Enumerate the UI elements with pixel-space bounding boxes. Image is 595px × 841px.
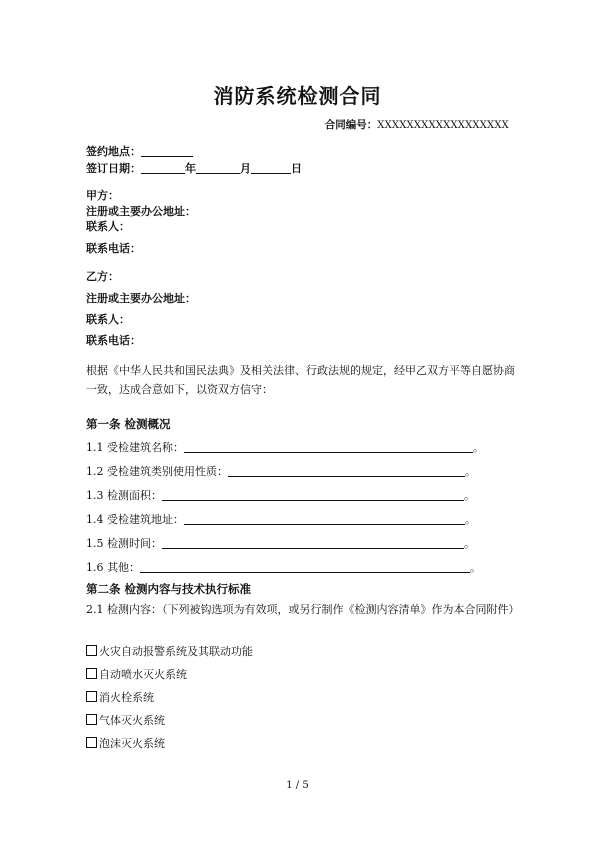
period: 。 bbox=[464, 537, 475, 550]
period: 。 bbox=[473, 441, 484, 454]
article1-item-4 bbox=[86, 511, 476, 527]
item-blank[interactable] bbox=[184, 441, 473, 453]
article1-item-5 bbox=[86, 535, 475, 551]
item-blank[interactable] bbox=[184, 513, 465, 525]
check-label: 泡沫灭火系统 bbox=[99, 737, 165, 750]
party-b-contact: 联系人： bbox=[86, 313, 130, 326]
item-label: 1.5 检测时间： bbox=[86, 537, 162, 550]
month-label: 月 bbox=[240, 162, 251, 175]
page-number: 1 / 5 bbox=[286, 780, 309, 791]
article2-item-1: 2.1 检测内容：（下列被钩选项为有效项，或另行制作《检测内容清单》作为本合同附件） bbox=[86, 603, 520, 616]
article2-heading: 第二条 检测内容与技术执行标准 bbox=[86, 582, 252, 596]
signing-place-blank[interactable] bbox=[141, 145, 193, 157]
item-blank[interactable] bbox=[140, 561, 470, 573]
item-label: 1.4 受检建筑地址： bbox=[86, 513, 184, 526]
party-a-title: 甲方： bbox=[86, 189, 119, 202]
check-label: 火灾自动报警系统及其联动功能 bbox=[99, 645, 253, 658]
article1-heading: 第一条 检测概况 bbox=[86, 417, 171, 431]
article1-item-6 bbox=[86, 559, 481, 575]
check-label: 消火栓系统 bbox=[99, 691, 154, 704]
party-b-phone: 联系电话： bbox=[86, 334, 141, 347]
contract-number bbox=[325, 117, 509, 132]
period: 。 bbox=[465, 465, 476, 478]
contract-number-label: 合同编号： bbox=[324, 119, 378, 131]
item-label: 1.2 受检建筑类别使用性质： bbox=[86, 465, 228, 478]
checkbox[interactable] bbox=[86, 668, 97, 679]
checkbox[interactable] bbox=[86, 691, 97, 702]
day-blank[interactable] bbox=[251, 162, 291, 174]
check-item-foam[interactable] bbox=[86, 735, 165, 751]
party-a-contact: 联系人： bbox=[86, 220, 130, 233]
article1-item-3 bbox=[86, 487, 475, 503]
check-label: 气体灭火系统 bbox=[99, 714, 165, 727]
item-blank[interactable] bbox=[228, 465, 465, 477]
checkbox[interactable] bbox=[86, 737, 97, 748]
check-item-fire-alarm[interactable] bbox=[86, 643, 253, 659]
year-label: 年 bbox=[185, 162, 196, 175]
item-label: 1.1 受检建筑名称： bbox=[86, 441, 184, 454]
contract-title: 消防系统检测合同 bbox=[213, 84, 382, 108]
party-b-title: 乙方： bbox=[86, 270, 119, 283]
item-label: 1.6 其他： bbox=[86, 561, 140, 574]
day-label: 日 bbox=[291, 162, 302, 175]
check-label: 自动喷水灭火系统 bbox=[99, 668, 187, 681]
check-item-gas[interactable] bbox=[86, 712, 165, 728]
party-a-phone: 联系电话： bbox=[86, 242, 141, 255]
signing-date-label: 签订日期： bbox=[86, 162, 141, 175]
article1-item-1 bbox=[86, 439, 484, 455]
checkbox[interactable] bbox=[86, 714, 97, 725]
check-item-sprinkler[interactable] bbox=[86, 666, 187, 682]
intro-paragraph: 根据《中华人民共和国民法典》及相关法律、行政法规的规定，经甲乙双方平等自愿协商一致，达成合意如下，以资双方信守： bbox=[86, 364, 515, 396]
year-blank[interactable] bbox=[141, 162, 185, 174]
party-a-address: 注册或主要办公地址： bbox=[86, 205, 196, 218]
item-blank[interactable] bbox=[162, 489, 464, 501]
item-blank[interactable] bbox=[162, 537, 464, 549]
checkbox[interactable] bbox=[86, 645, 97, 656]
period: 。 bbox=[470, 561, 481, 574]
item-label: 1.3 检测面积： bbox=[86, 489, 162, 502]
signing-date-row bbox=[86, 160, 302, 176]
contract-number-value: XXXXXXXXXXXXXXXXXX bbox=[377, 120, 509, 131]
party-b-address: 注册或主要办公地址： bbox=[86, 292, 196, 305]
period: 。 bbox=[465, 513, 476, 526]
period: 。 bbox=[464, 489, 475, 502]
signing-place-row bbox=[86, 143, 193, 159]
month-blank[interactable] bbox=[196, 162, 240, 174]
article1-item-2 bbox=[86, 463, 476, 479]
check-item-hydrant[interactable] bbox=[86, 689, 154, 705]
signing-place-label: 签约地点： bbox=[86, 145, 141, 158]
